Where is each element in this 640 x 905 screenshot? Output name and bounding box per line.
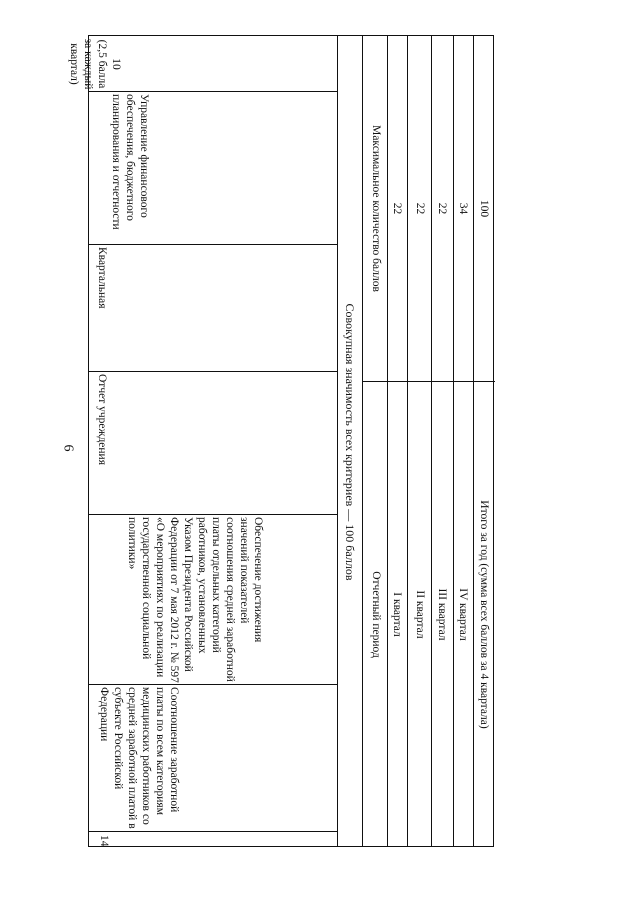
criterion-points <box>67 38 137 90</box>
period-q1: I квартал <box>391 592 403 637</box>
summary-text: Совокупная значимость всех критериев — 100 баллов <box>343 303 357 581</box>
criterion-number: 14 <box>98 835 110 847</box>
criterion-name: Соотношение заработной платы по всем категориям медицинских работников со средней заработной платой в субъекте Российской Федерации <box>98 687 180 829</box>
points-value: 10 <box>110 58 122 70</box>
max-q3: 22 <box>436 202 448 215</box>
max-total: 100 <box>478 199 490 218</box>
separator-row3 <box>453 36 454 846</box>
period-q3: III квартал <box>436 588 448 641</box>
separator-row4 <box>473 36 474 846</box>
criteria-table <box>68 35 494 847</box>
separator-summary-left <box>337 36 338 846</box>
criterion-responsible: Управление финансового обеспечения, бюджетного планирования и отчетности <box>110 94 150 230</box>
criterion-frequency: Квартальная <box>96 247 108 309</box>
criterion-purpose: Обеспечение достижения значений показателей соотношения средней заработной платы отдельных категорий работников, установленных Указом Президента Российской Федерации от 7 мая 2012 г. № 597 «О мероприятиях по реализации государственной социальной политики» <box>126 517 264 683</box>
separator-row1 <box>407 36 408 846</box>
max-q4: 34 <box>457 202 469 215</box>
separator-header <box>387 36 388 846</box>
divider-purpose <box>89 684 337 685</box>
period-total: Итого за год (сумма всех баллов за 4 квартала) <box>478 500 490 729</box>
points-note: (2,5 балла за каждый квартал) <box>68 38 108 90</box>
header-max-points: Максимальное количество баллов <box>370 125 382 292</box>
max-q2: 22 <box>414 202 426 215</box>
criterion-source: Отчет учреждения <box>96 374 108 466</box>
divider-points <box>89 91 337 92</box>
period-q4: IV квартал <box>457 588 469 641</box>
divider-no <box>89 831 337 832</box>
header-period: Отчетный период <box>370 571 382 658</box>
separator-summary-right <box>362 36 363 846</box>
separator-row2 <box>431 36 432 846</box>
max-q1: 22 <box>391 202 403 215</box>
divider-source <box>89 514 337 515</box>
divider-frequency <box>89 371 337 372</box>
page-number: 6 <box>60 444 76 452</box>
period-q2: II квартал <box>414 590 426 639</box>
divider-responsible <box>89 244 337 245</box>
